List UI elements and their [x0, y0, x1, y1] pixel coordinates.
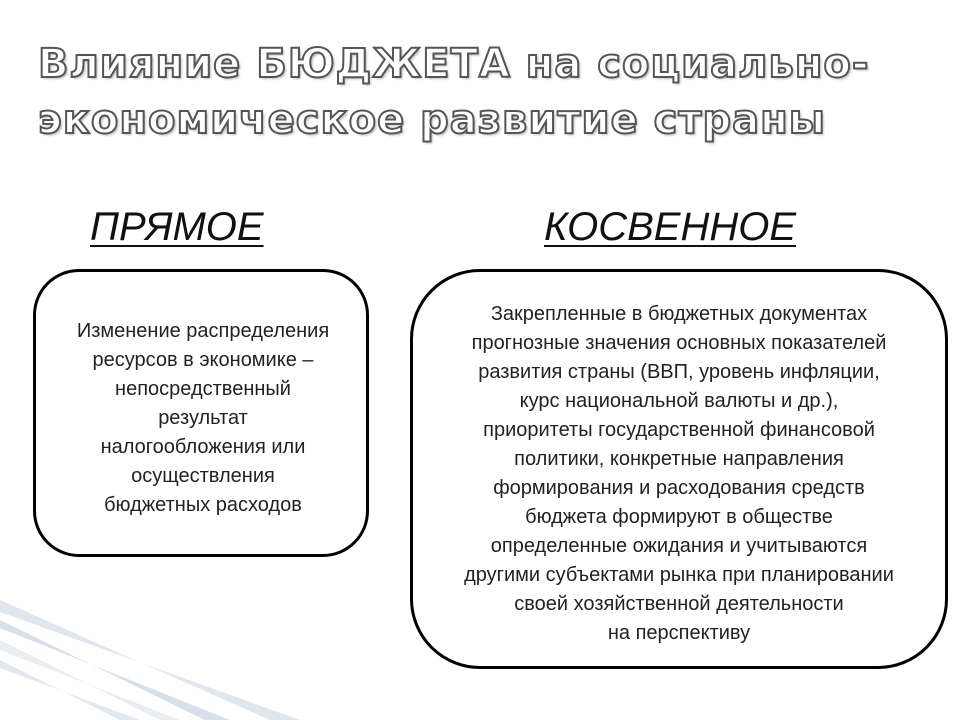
indirect-text-line: формирования и расходования средств: [493, 477, 865, 499]
indirect-influence-heading: КОСВЕННОЕ: [544, 205, 797, 249]
title-line-2: экономическое развитие страны: [38, 97, 826, 143]
indirect-text-line: прогнозные значения основных показателей: [471, 332, 887, 354]
direct-text-line: бюджетных расходов: [104, 494, 302, 516]
direct-text-line: осуществления: [131, 465, 275, 487]
indirect-text-line: своей хозяйственной деятельности: [514, 593, 844, 615]
title-line-1: Влияние БЮДЖЕТА на социально-: [38, 41, 870, 87]
direct-text-line: налогообложения или: [100, 436, 306, 458]
indirect-text-line: приоритеты государственной финансовой: [483, 419, 875, 441]
direct-text-line: непосредственный: [115, 378, 291, 400]
indirect-text-line: другими субъектами рынка при планировании: [464, 564, 894, 586]
direct-text-line: Изменение распределения: [76, 320, 330, 342]
direct-influence-heading: ПРЯМОЕ: [90, 205, 264, 249]
indirect-text-line: определенные ожидания и учитываются: [490, 535, 868, 557]
indirect-text-line: курс национальной валюты и др.),: [519, 390, 839, 412]
slide-title: [38, 36, 918, 148]
indirect-text-line: Закрепленные в бюджетных документах: [490, 303, 868, 325]
indirect-text-line: бюджета формируют в обществе: [525, 506, 833, 528]
indirect-influence-box: [410, 269, 948, 669]
direct-influence-box: [33, 269, 369, 557]
direct-text-line: ресурсов в экономике –: [92, 349, 314, 371]
indirect-text-line: развития страны (ВВП, уровень инфляции,: [478, 361, 880, 383]
indirect-text-line: политики, конкретные направления: [514, 448, 844, 470]
direct-text-line: результат: [158, 407, 248, 429]
indirect-text-line: на перспективу: [607, 622, 751, 644]
